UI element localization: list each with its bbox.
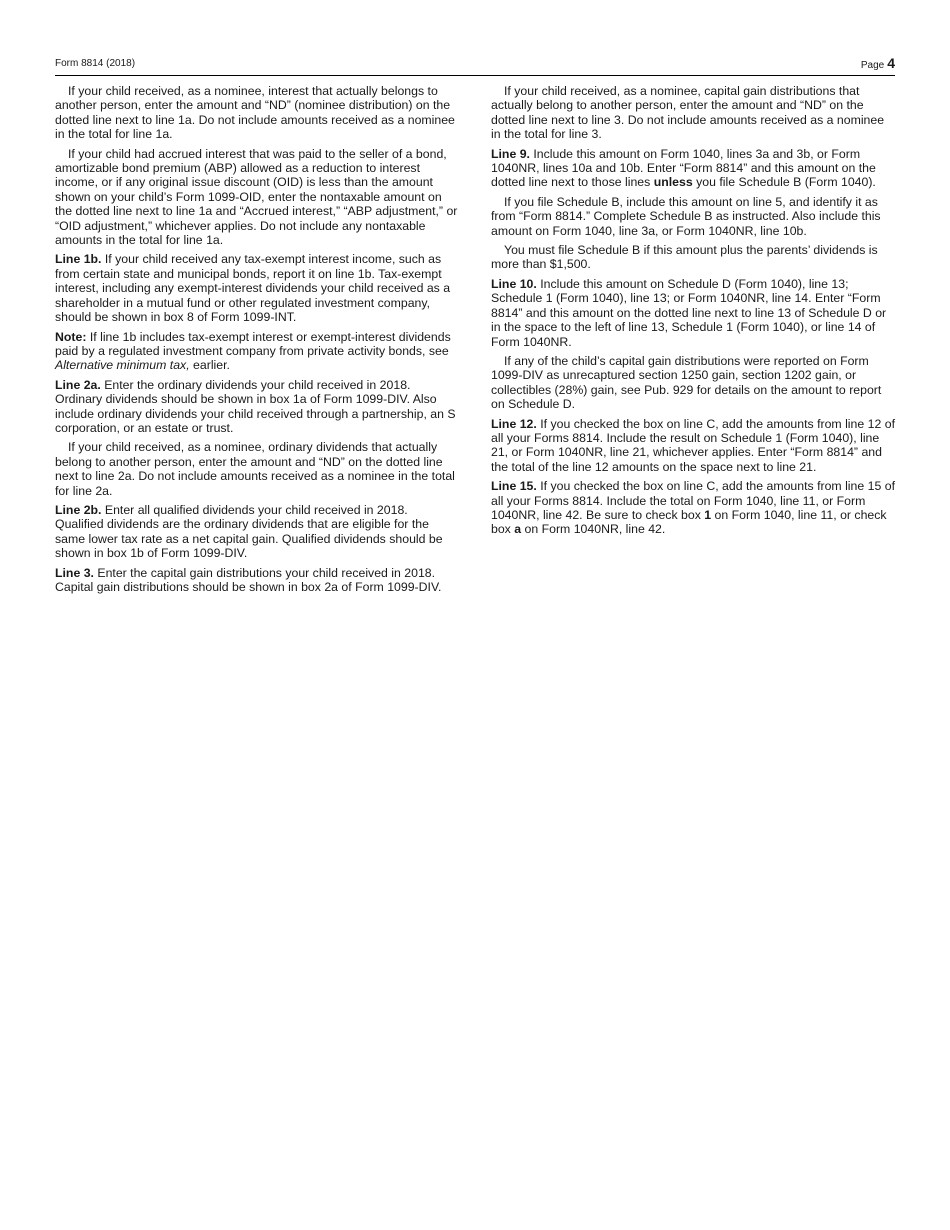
paragraph-schedule-b: If you file Schedule B, include this amount on line 5, and identify it as from “Form 8814.” Complete Schedule B as instructed. Also include this amount on Form 1040, line 3a, or Form 1040NR, line 10b.: [491, 194, 881, 238]
line-9-tail: you file Schedule B (Form 1040).: [692, 175, 876, 190]
line-9-emphasis: unless: [653, 175, 693, 190]
paragraph-line-9: [491, 147, 895, 190]
line-1b-heading: Line 1b.: [55, 252, 102, 267]
line-10-text: Include this amount on Schedule D (Form 1040), line 13; Schedule 1 (Form 1040), line 13; or Form 1040NR, line 14. Enter “Form 8814” and this amount on the dotted line next to line 13 of Schedule D or in the space to the left of line 13, Schedule 1 (Form 1040), or line 14 of Form 1040NR.: [491, 276, 887, 349]
line-2b-text: Enter all qualified dividends your child received in 2018. Qualified dividends are the ordinary dividends that are eligible for the same lower tax rate as a net capital gain. Qualified dividends should be shown in box 1b of Form 1099-DIV.: [55, 502, 443, 561]
line-1b-text: If your child received any tax-exempt interest income, such as from certain state and municipal bonds, report it on line 1b. Tax-exempt interest, including any exempt-interest dividends your child received as a shareholder in a mutual fund or other regulated investment company, should be shown in box 8 of Form 1099-INT.: [55, 252, 451, 325]
line-15-text: If you checked the box on line C, add the amounts from line 15 of all your Forms 8814. Include the total on Form 1040, line 11, or Form 1040NR, line 42. Be sure to check box: [491, 479, 895, 522]
line-12-text: If you checked the box on line C, add the amounts from line 12 of all your Forms 8814. Include the result on Schedule 1 (Form 1040), line 21, or Form 1040NR, line 21, whichever applies. Enter “Form 8814” and the total of the line 12 amounts on the space next to line 21.: [491, 416, 895, 474]
line-12-heading: Line 12.: [491, 416, 537, 431]
line-9-heading: Line 9.: [491, 146, 530, 161]
paragraph-nominee-interest: If your child received, as a nominee, interest that actually belongs to another person, enter the amount and “ND” (nominee distribution) on the dotted line next to line 1a. Do not include amounts received as a nominee in the total for line 1a.: [55, 84, 455, 142]
paragraph-capital-gain-reporting: If any of the child’s capital gain distributions were reported on Form 1099-DIV as unrecaptured section 1250 gain, section 1202 gain, or collectibles (28%) gain, see Pub. 929 for details on the amount to report on Schedule D.: [491, 353, 882, 412]
page-number: 4: [887, 55, 895, 71]
note-tail: earlier.: [189, 358, 230, 373]
paragraph-line-12: [491, 417, 895, 475]
line-3-heading: Line 3.: [55, 565, 94, 580]
paragraph-line-10: [491, 277, 895, 349]
line-2a-heading: Line 2a.: [55, 377, 101, 392]
paragraph-line-2b: [55, 503, 459, 561]
paragraph-line-3: [55, 566, 459, 595]
line-15-box-1: 1: [704, 507, 712, 522]
left-column: [55, 84, 459, 599]
line-15-mid: on Form 1040, line 11, or check box: [491, 507, 887, 537]
paragraph-line-1b: [55, 252, 459, 324]
line-3-text: Enter the capital gain distributions your child received in 2018. Capital gain distributions should be shown in box 2a of Form 1099-DIV.: [55, 565, 442, 594]
line-15-tail: on Form 1040NR, line 42.: [521, 522, 666, 537]
page-header: [55, 55, 895, 76]
page-indicator: [861, 55, 895, 71]
line-10-heading: Line 10.: [491, 276, 537, 291]
line-2b-heading: Line 2b.: [55, 502, 102, 517]
form-identifier: Form 8814 (2018): [55, 58, 136, 69]
note-reference: Alternative minimum tax,: [55, 358, 190, 373]
line-15-box-a: a: [514, 522, 522, 537]
line-2a-text: Enter the ordinary dividends your child received in 2018. Ordinary dividends should be shown in box 1a of Form 1099-DIV. Also include ordinary dividends your child received through a partnership, an S corporation, or an estate or trust.: [55, 377, 456, 435]
paragraph-note: [55, 330, 459, 373]
note-text: If line 1b includes tax-exempt interest or exempt-interest dividends paid by a regulated investment company from private activity bonds, see: [55, 329, 451, 358]
paragraph-nominee-dividends: If your child received, as a nominee, ordinary dividends that actually belong to another person, enter the amount and “ND” on the dotted line next to line 2a. Do not include amounts received as a nominee in the total for line 2a.: [55, 440, 455, 498]
page-label: Page: [860, 60, 885, 71]
line-15-heading: Line 15.: [491, 479, 537, 494]
paragraph-accrued-interest: If your child had accrued interest that was paid to the seller of a bond, amortizable bond premium (ABP) allowed as a reduction to interest income, or if any original issue discount (OID) is less than the amount shown on your child’s Form 1099-OID, enter the nontaxable amount on the dotted line next to line 1a and “Accrued interest,” “ABP adjustment,” or “OID adjustment,” whichever applies. Do not include any nontaxable amounts in the total for line 1a.: [55, 146, 458, 248]
line-9-text: Include this amount on Form 1040, lines 3a and 3b, or Form 1040NR, lines 10a and 10b. Enter “Form 8814” and this amount on the dotted line next to those lines: [491, 146, 876, 190]
paragraph-nominee-capital-gain: If your child received, as a nominee, capital gain distributions that actually belong to another person, enter the amount and “ND” on the dotted line next to line 3. Do not include amounts received as a nominee in the total for line 3.: [491, 84, 885, 142]
paragraph-must-file: You must file Schedule B if this amount plus the parents’ dividends is more than $1,500.: [491, 243, 878, 272]
paragraph-line-2a: [55, 378, 459, 436]
right-column: [491, 84, 895, 542]
note-heading: Note:: [55, 329, 87, 344]
paragraph-line-15: [491, 479, 895, 537]
